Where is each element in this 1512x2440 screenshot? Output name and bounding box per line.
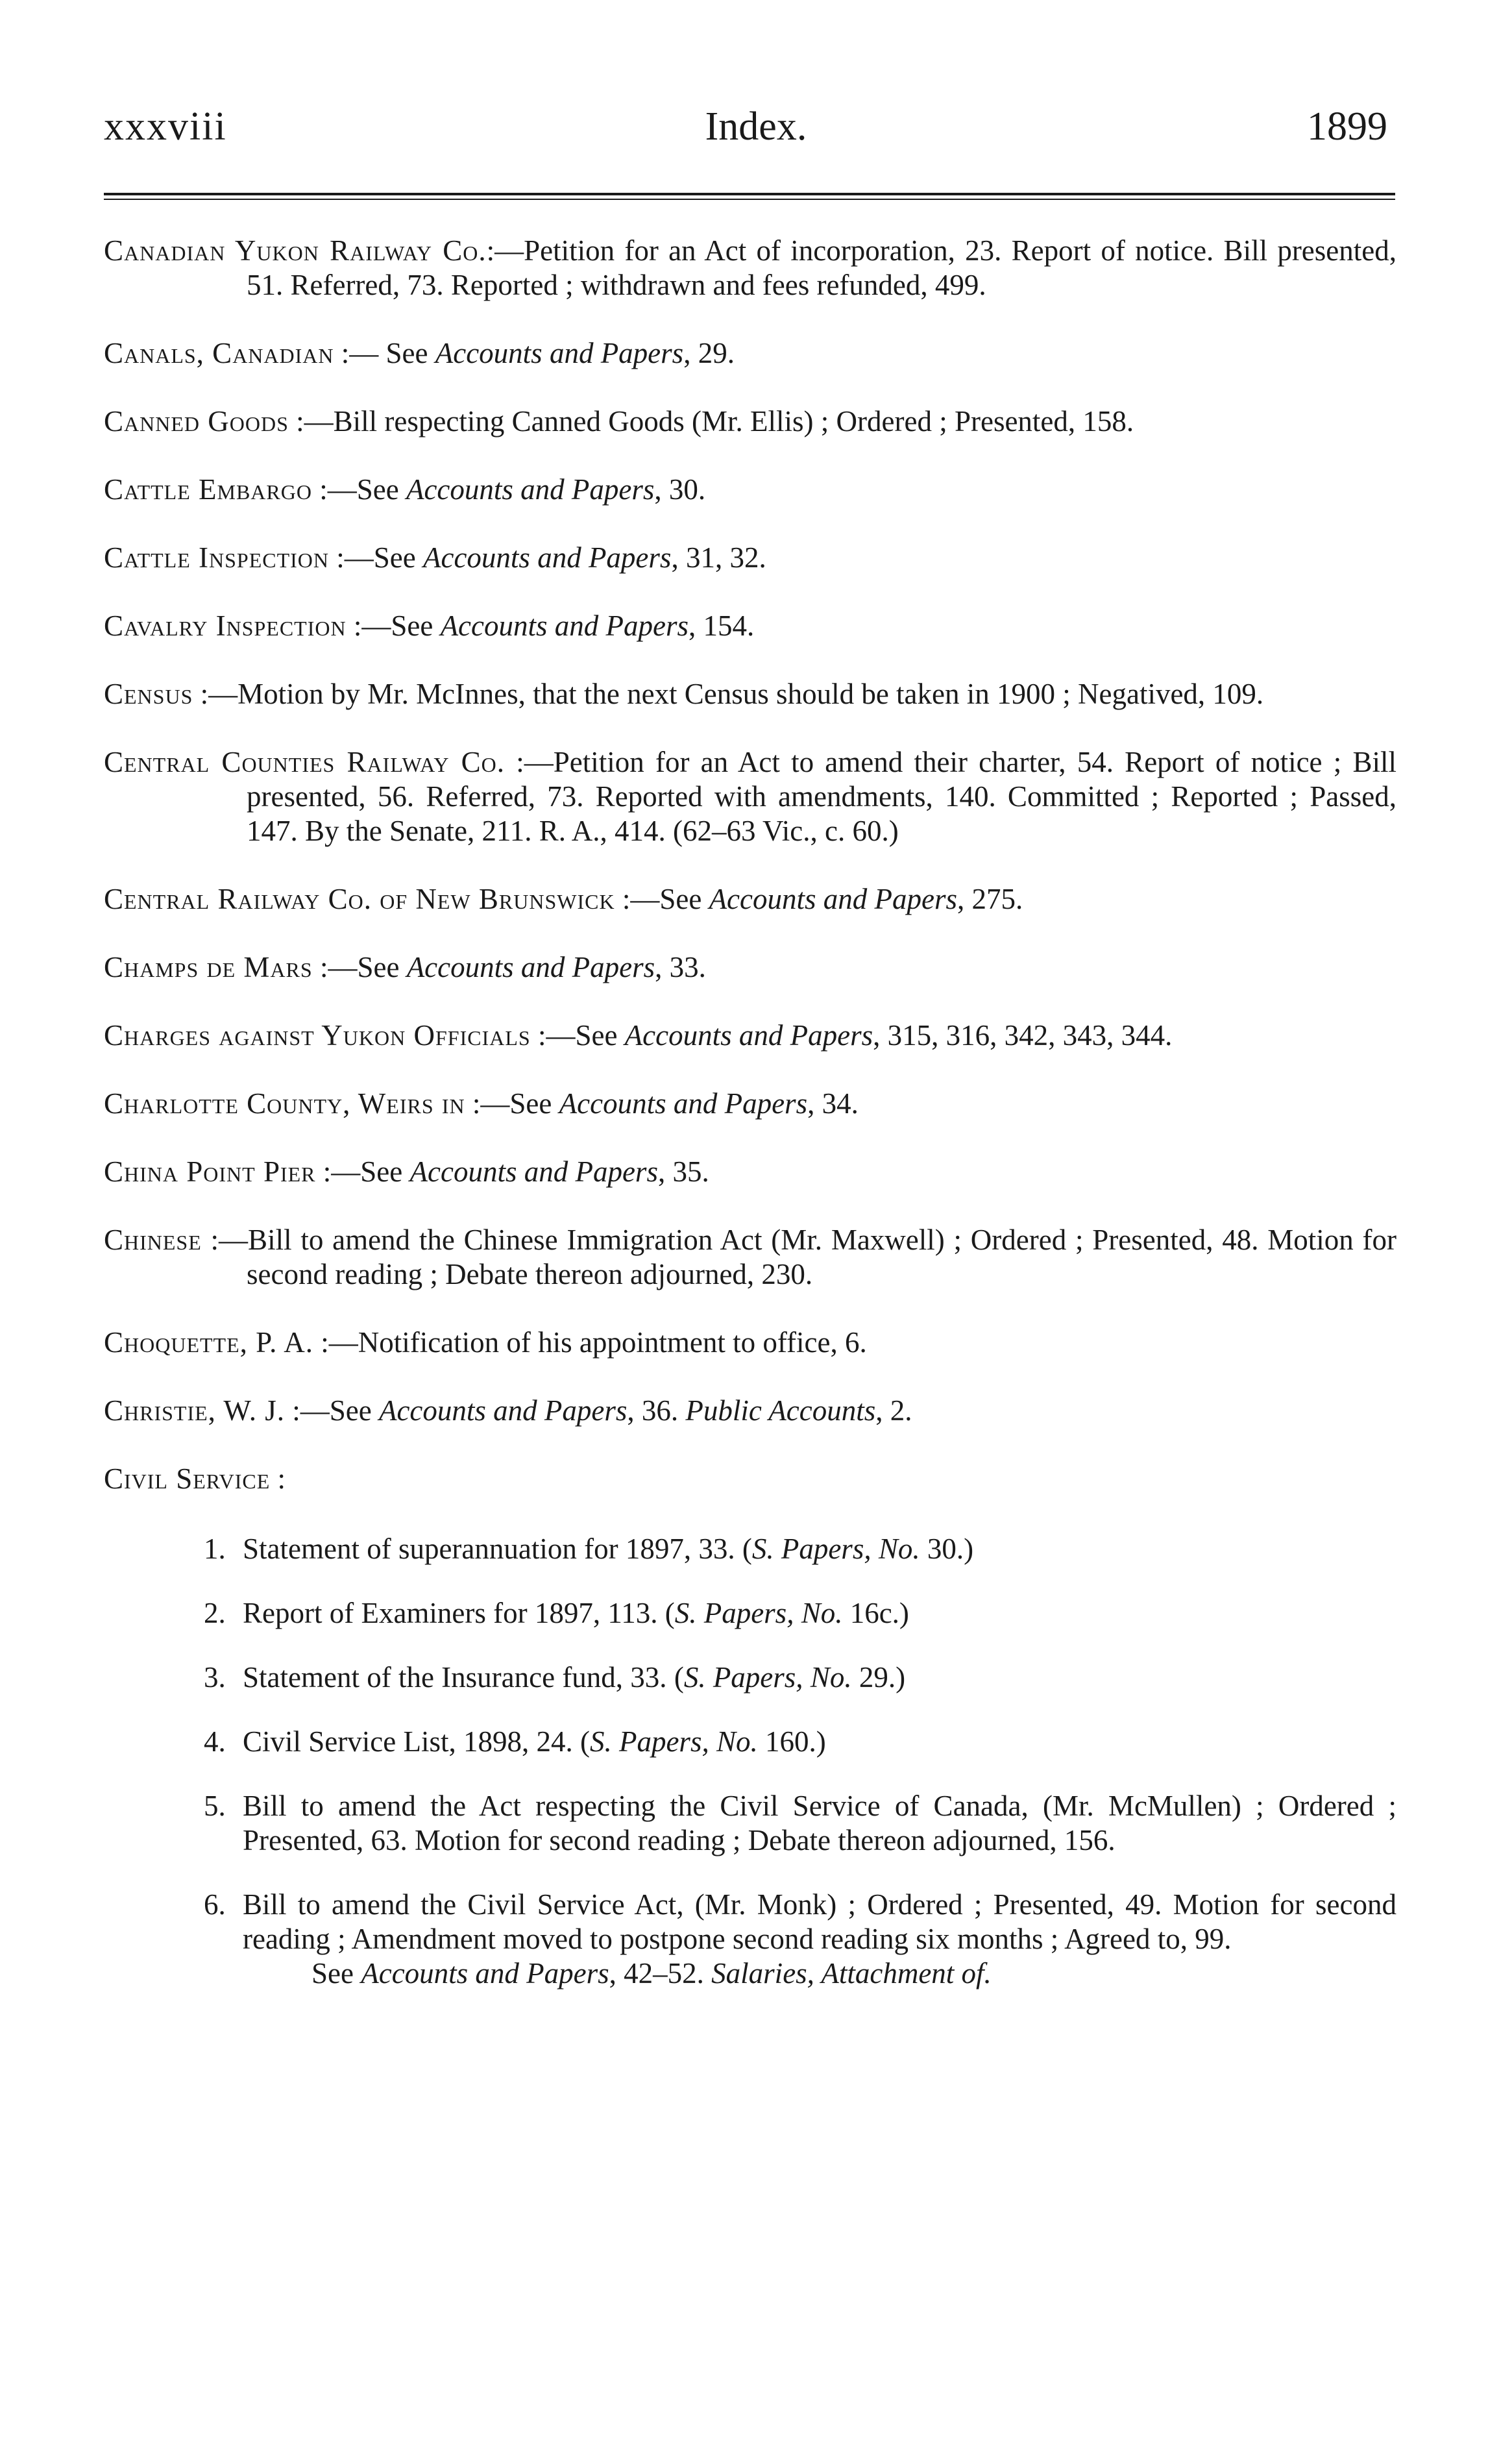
sub-entry bbox=[174, 1660, 1396, 1695]
sub-entry-text: Statement of the Insurance fund, 33. bbox=[243, 1661, 667, 1694]
sub-entry-text: Civil Service List, 1898, 24. bbox=[243, 1725, 573, 1758]
entry-text: :—See bbox=[615, 883, 709, 915]
index-entry bbox=[104, 1155, 1396, 1189]
index-entry bbox=[104, 1018, 1396, 1053]
sub-entry bbox=[174, 1532, 1396, 1566]
entry-reference: Accounts and Papers bbox=[440, 610, 689, 642]
entry-pages: , 29. bbox=[683, 337, 735, 369]
sub-entry-number: 2. bbox=[204, 1597, 226, 1629]
sub-entry-reference: S. Papers, No. bbox=[751, 1533, 920, 1565]
entry-reference: Accounts and Papers bbox=[423, 541, 672, 574]
sub-entry-ref-open: ( bbox=[657, 1597, 675, 1629]
entry-reference: Accounts and Papers bbox=[624, 1019, 873, 1052]
sub-entry-reference: S. Papers, No. bbox=[589, 1725, 758, 1758]
sub-entry-number: 4. bbox=[204, 1725, 226, 1758]
entry-text: :—Petition for an Act to amend their charter, 54. Report of notice ; Bill presented, 56. Referred, 73. Reported with amendments, 140. Committed ; Reported ; Passed, 147. By the Senate, 211. R. A., 414. (62–63 Vic., c. 60.) bbox=[247, 746, 1396, 847]
index-entry bbox=[104, 1394, 1396, 1428]
entry-heading: Charlotte County, Weirs in bbox=[104, 1087, 465, 1120]
entry-heading: Chinese bbox=[104, 1224, 202, 1256]
sub-entry-ref-close: 160.) bbox=[757, 1725, 826, 1758]
entry-pages: , 2. bbox=[875, 1394, 912, 1427]
index-entry bbox=[104, 541, 1396, 575]
entry-heading: Central Railway Co. of New Brunswick bbox=[104, 883, 615, 915]
entry-pages: , 33. bbox=[655, 951, 706, 983]
entry-reference: Accounts and Papers bbox=[406, 473, 655, 506]
sub-entry-text: Report of Examiners for 1897, 113. bbox=[243, 1597, 658, 1629]
entry-reference: Accounts and Papers bbox=[409, 1155, 658, 1188]
index-entry bbox=[104, 234, 1396, 302]
sub-entry bbox=[174, 1596, 1396, 1631]
sub-entry-ref-open: ( bbox=[735, 1533, 752, 1565]
index-entry bbox=[104, 950, 1396, 985]
entry-heading: Cavalry Inspection bbox=[104, 610, 347, 642]
sub-entry-reference: S. Papers, No. bbox=[674, 1597, 843, 1629]
entry-text: :—Bill respecting Canned Goods (Mr. Ellis) ; Ordered ; Presented, 158. bbox=[288, 405, 1134, 437]
entry-heading: Champs de Mars bbox=[104, 951, 313, 983]
entry-text: :—See bbox=[312, 951, 407, 983]
entry-pages: , 34. bbox=[807, 1087, 859, 1120]
see-also-prefix: See bbox=[311, 1957, 361, 1990]
entry-text: :—See bbox=[465, 1087, 559, 1120]
entry-heading: Charges against Yukon Officials bbox=[104, 1019, 531, 1052]
sub-entry bbox=[174, 1725, 1396, 1759]
index-entry bbox=[104, 1087, 1396, 1121]
index-entry bbox=[104, 404, 1396, 439]
index-entry bbox=[104, 882, 1396, 917]
civil-service-items bbox=[174, 1532, 1396, 1991]
entry-text: :—Bill to amend the Chinese Immigration Act (Mr. Maxwell) ; Ordered ; Presented, 48. Motion for second reading ; Debate thereon adjourned, 230. bbox=[201, 1224, 1396, 1290]
index-entry bbox=[104, 745, 1396, 848]
entry-reference: Accounts and Papers bbox=[435, 337, 684, 369]
entry-text: :—Motion by Mr. McInnes, that the next Census should be taken in 1900 ; Negatived, 109. bbox=[193, 678, 1264, 710]
entry-heading: Canals, Canadian bbox=[104, 337, 334, 369]
entry-heading: Civil Service bbox=[104, 1462, 271, 1495]
sub-entry-ref-open: ( bbox=[572, 1725, 590, 1758]
entry-text: :—Notification of his appointment to office, 6. bbox=[313, 1326, 867, 1359]
index-entry bbox=[104, 1223, 1396, 1292]
index-entry bbox=[104, 677, 1396, 711]
sub-entry-ref-close: 16c.) bbox=[842, 1597, 909, 1629]
sub-entry-ref-open: ( bbox=[666, 1661, 684, 1694]
sub-entry-number: 6. bbox=[204, 1888, 226, 1921]
entry-text: :—Petition for an Act of incorporation, 23. Report of notice. Bill presented, 51. Referred, 73. Reported ; withdrawn and fees refunded, 499. bbox=[247, 234, 1396, 301]
sub-entry-ref-close: 29.) bbox=[851, 1661, 906, 1694]
entry-heading: China Point Pier bbox=[104, 1155, 316, 1188]
entry-reference: Public Accounts bbox=[685, 1394, 876, 1427]
entry-pages: , 35. bbox=[657, 1155, 709, 1188]
entry-heading: Canadian Yukon Railway Co. bbox=[104, 234, 487, 267]
entry-heading: Central Counties Railway Co. bbox=[104, 746, 506, 778]
entry-heading: Census bbox=[104, 678, 193, 710]
entry-text: :— See bbox=[334, 337, 435, 369]
entry-pages: , 275. bbox=[957, 883, 1023, 915]
sub-entry-ref-close: 30.) bbox=[920, 1533, 974, 1565]
entry-pages: , 36. bbox=[627, 1394, 686, 1427]
page-title: Index. bbox=[705, 105, 807, 149]
entry-heading: Cattle Embargo bbox=[104, 473, 312, 506]
civil-service-heading bbox=[104, 1462, 1396, 1496]
sub-entry-text: Bill to amend the Act respecting the Civil Service of Canada, (Mr. McMullen) ; Ordered ; Presented, 63. Motion for second reading ; Debate thereon adjourned, 156. bbox=[243, 1790, 1396, 1856]
sub-entry bbox=[174, 1789, 1396, 1858]
header-rule-thick bbox=[104, 193, 1395, 195]
page-number: xxxviii bbox=[104, 105, 227, 149]
entry-heading: Cattle Inspection bbox=[104, 541, 330, 574]
entry-pages: , 31, 32. bbox=[671, 541, 766, 574]
entry-text: :—See bbox=[530, 1019, 625, 1052]
entry-heading: Christie, W. J. bbox=[104, 1394, 285, 1427]
index-entry bbox=[104, 336, 1396, 371]
entry-text: :—See bbox=[346, 610, 441, 642]
year-label: 1899 bbox=[1307, 105, 1387, 149]
sub-entry-number: 5. bbox=[204, 1790, 226, 1822]
index-entry bbox=[104, 473, 1396, 507]
entry-pages: , 154. bbox=[689, 610, 755, 642]
index-entries bbox=[104, 234, 1396, 1991]
entry-text: :—See bbox=[315, 1155, 410, 1188]
sub-entry-number: 1. bbox=[204, 1533, 226, 1565]
entry-pages: , 30. bbox=[654, 473, 706, 506]
entry-text: : bbox=[270, 1462, 286, 1495]
entry-text: :—See bbox=[284, 1394, 379, 1427]
sub-entry-number: 3. bbox=[204, 1661, 226, 1694]
index-entry bbox=[104, 1325, 1396, 1360]
header-rule-thin bbox=[104, 199, 1395, 200]
entry-text: :—See bbox=[329, 541, 423, 574]
entry-text: :—See bbox=[311, 473, 406, 506]
see-also-line bbox=[311, 1956, 1396, 1991]
see-also-reference: Accounts and Papers bbox=[361, 1957, 609, 1990]
entry-heading: Canned Goods bbox=[104, 405, 289, 437]
index-entry bbox=[104, 609, 1396, 643]
see-also-reference-2: Salaries, Attachment of. bbox=[711, 1957, 992, 1990]
sub-entry bbox=[174, 1888, 1396, 1956]
sub-entry-text: Bill to amend the Civil Service Act, (Mr. Monk) ; Ordered ; Presented, 49. Motion for second reading ; Amendment moved to postpone second reading six months ; Agreed to, 99. bbox=[243, 1888, 1396, 1955]
entry-reference: Accounts and Papers bbox=[559, 1087, 808, 1120]
entry-reference: Accounts and Papers bbox=[406, 951, 655, 983]
sub-entry-reference: S. Papers, No. bbox=[683, 1661, 852, 1694]
entry-heading: Choquette, P. A. bbox=[104, 1326, 313, 1359]
entry-reference: Accounts and Papers bbox=[709, 883, 957, 915]
see-also-pages: , 42–52. bbox=[609, 1957, 712, 1990]
entry-reference: Accounts and Papers bbox=[378, 1394, 628, 1427]
sub-entry-text: Statement of superannuation for 1897, 33. bbox=[243, 1533, 735, 1565]
entry-pages: , 315, 316, 342, 343, 344. bbox=[873, 1019, 1173, 1052]
